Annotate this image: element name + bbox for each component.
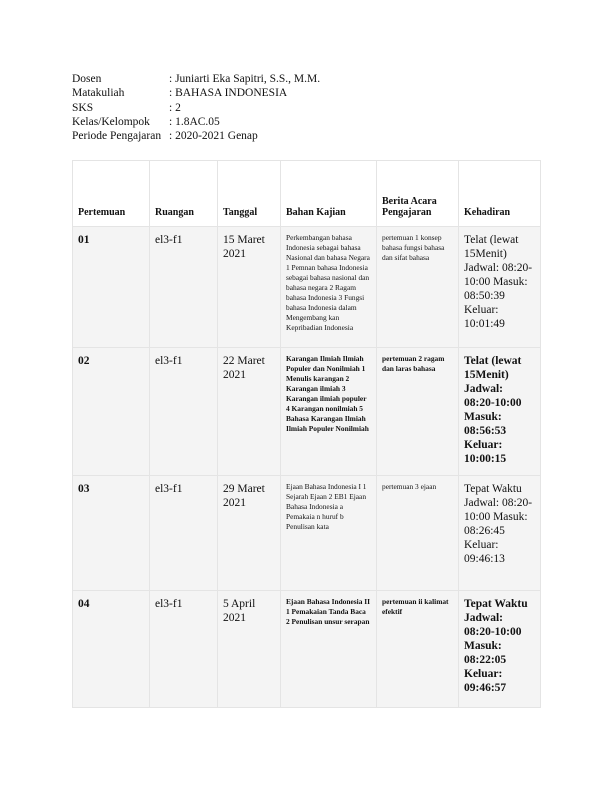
header-kehadiran: Kehadiran xyxy=(459,161,541,227)
info-row-sks xyxy=(72,101,320,115)
cell-berita-acara: pertemuan 2 ragam dan laras bahasa xyxy=(377,348,459,476)
cell-tanggal: 15 Maret 2021 xyxy=(218,227,281,348)
header-pertemuan: Pertemuan xyxy=(73,161,150,227)
cell-pertemuan: 04 xyxy=(73,591,150,708)
attendance-table xyxy=(72,160,541,708)
cell-berita-acara: pertemuan ii kalimat efektif xyxy=(377,591,459,708)
info-label: Periode Pengajaran xyxy=(72,130,162,143)
cell-bahan-kajian: Perkembangan bahasa Indonesia sebagai bahasa Nasional dan bahasa Negara 1 Pemnan bahasa Indonesia sebagai bahasa nasional dan bahasa negara 2 Ragam bahasa Indonesia 3 Fungsi bahasa Indonesia dalam Mengembang kan Kepribadian Indonesia xyxy=(281,227,377,348)
table-row xyxy=(73,591,541,708)
table-row xyxy=(73,227,541,348)
info-label: SKS xyxy=(72,101,94,114)
table-row xyxy=(73,476,541,591)
cell-tanggal: 5 April 2021 xyxy=(218,591,281,708)
info-label: Matakuliah xyxy=(72,87,125,100)
info-value: : 2 xyxy=(169,101,181,114)
cell-pertemuan: 03 xyxy=(73,476,150,591)
info-row-matakuliah xyxy=(72,86,320,100)
cell-ruangan: el3-f1 xyxy=(150,476,218,591)
info-value: : 2020-2021 Genap xyxy=(169,130,258,143)
header-ruangan: Ruangan xyxy=(150,161,218,227)
cell-berita-acara: pertemuan 3 ejaan xyxy=(377,476,459,591)
table-header-row xyxy=(73,161,541,227)
cell-berita-acara: pertemuan 1 konsep bahasa fungsi bahasa dan sifat bahasa xyxy=(377,227,459,348)
info-value: : BAHASA INDONESIA xyxy=(169,87,288,100)
cell-bahan-kajian: Ejaan Bahasa Indonesia I 1 Sejarah Ejaan 2 EB1 Ejaan Bahasa Indonesia a Pemakaia n huruf b Penulisan kata xyxy=(281,476,377,591)
cell-bahan-kajian: Karangan Ilmiah Ilmiah Populer dan Nonilmiah 1 Menulis karangan 2 Karangan ilmiah 3 Karangan ilmiah populer 4 Karangan nonilmiah 5 Bahasa Karangan Ilmiah Ilmiah Populer Nonilmiah xyxy=(281,348,377,476)
info-label: Kelas/Kelompok xyxy=(72,115,150,128)
cell-kehadiran: Tepat Waktu Jadwal: 08:20-10:00 Masuk: 08:26:45 Keluar: 09:46:13 xyxy=(459,476,541,591)
info-value: : 1.8AC.05 xyxy=(169,115,220,128)
header-bahan-kajian: Bahan Kajian xyxy=(281,161,377,227)
cell-tanggal: 29 Maret 2021 xyxy=(218,476,281,591)
cell-kehadiran: Telat (lewat 15Menit) Jadwal: 08:20-10:00 Masuk: 08:56:53 Keluar: 10:00:15 xyxy=(459,348,541,476)
info-value: : Juniarti Eka Sapitri, S.S., M.M. xyxy=(169,73,321,85)
cell-kehadiran: Tepat Waktu Jadwal: 08:20-10:00 Masuk: 08:22:05 Keluar: 09:46:57 xyxy=(459,591,541,708)
cell-pertemuan: 02 xyxy=(73,348,150,476)
cell-tanggal: 22 Maret 2021 xyxy=(218,348,281,476)
course-info xyxy=(72,72,320,143)
info-row-dosen xyxy=(72,72,320,86)
info-row-periode xyxy=(72,129,320,143)
header-tanggal: Tanggal xyxy=(218,161,281,227)
header-berita-acara: Berita Acara Pengajaran xyxy=(377,161,459,227)
info-row-kelas xyxy=(72,115,320,129)
info-label: Dosen xyxy=(72,73,102,85)
cell-kehadiran: Telat (lewat 15Menit) Jadwal: 08:20-10:00 Masuk: 08:50:39 Keluar: 10:01:49 xyxy=(459,227,541,348)
cell-pertemuan: 01 xyxy=(73,227,150,348)
cell-bahan-kajian: Ejaan Bahasa Indonesia II 1 Pemakaian Tanda Baca 2 Penulisan unsur serapan xyxy=(281,591,377,708)
cell-ruangan: el3-f1 xyxy=(150,227,218,348)
cell-ruangan: el3-f1 xyxy=(150,591,218,708)
table-row xyxy=(73,348,541,476)
cell-ruangan: el3-f1 xyxy=(150,348,218,476)
